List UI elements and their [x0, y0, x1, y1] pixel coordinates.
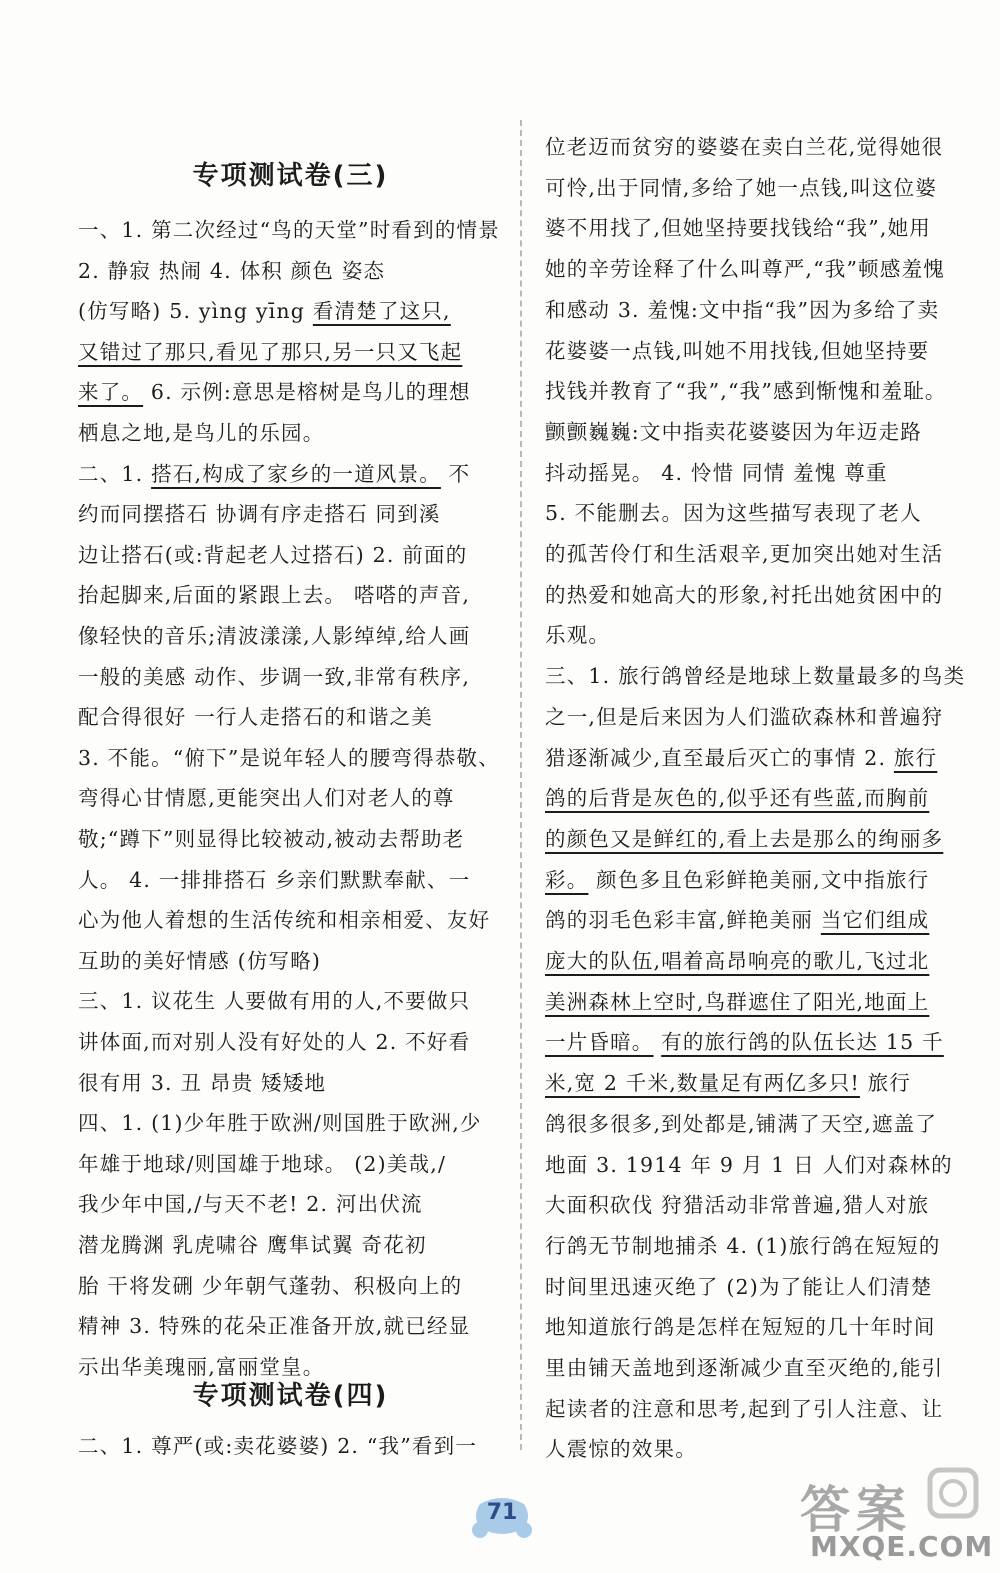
text-run: 栖息之地,是鸟儿的乐园。: [78, 421, 325, 445]
text-run: 抬起脚来,后面的紧跟上去。 嗒嗒的声音,: [78, 583, 471, 608]
right-answer-line: [545, 1069, 911, 1097]
text-run: 的热爱和她高大的形象,衬托出她贫困中的: [545, 582, 944, 607]
text-run: 敬;“蹲下”则显得比较被动,被动去帮助老: [78, 827, 465, 851]
left-answer-line: [78, 1231, 427, 1259]
left-answer-line: [78, 338, 462, 366]
text-run: 位老迈而贫穷的婆婆在卖白兰花,觉得她很: [545, 135, 944, 159]
text-run: 潜龙腾渊 乳虎啸谷 鹰隼试翼 奇花初: [78, 1233, 427, 1257]
text-run: 四、1. (1)少年胜于欧洲/则国胜于欧洲,少: [78, 1111, 482, 1136]
right-answer-line: [545, 337, 929, 365]
right-answer-line: [545, 214, 931, 242]
right-answer-line: [545, 1151, 953, 1179]
text-run: 鸽的羽毛色彩丰富,鲜艳美丽: [545, 908, 821, 933]
text-run: 互助的美好情感 (仿写略): [78, 948, 322, 973]
text-run: 一般的美感 动作、步调一致,非常有秩序,: [78, 664, 471, 689]
text-run: 里由铺天盖地到逐渐减少直至灭绝的,能引: [545, 1356, 944, 1380]
left-answer-line: [78, 541, 467, 569]
underlined-text: 又错过了那只,看见了那只,另一只又飞起: [78, 339, 463, 364]
underlined-text: 鸽的后背是灰色的,似乎还有些蓝,而胸前: [545, 786, 930, 811]
right-answer-line: [545, 784, 929, 812]
underlined-text: 美洲森林上空时,鸟群遮住了阳光,地面上: [545, 989, 930, 1014]
watermark-text: MXQE.COM: [810, 1530, 994, 1563]
text-run: 3. 不能。“俯下”是说年轻人的腰弯得恭敬、: [78, 745, 500, 770]
left-answer-line: [78, 784, 455, 812]
right-answer-line: [545, 174, 937, 202]
text-run: (仿写略) 5. yìng yīng: [78, 299, 313, 324]
left-answer-line: [78, 622, 470, 650]
right-answer-line: [545, 1354, 943, 1382]
right-answer-line: [545, 540, 943, 568]
text-run: 三、1. 议花生 人要做有用的人,不要做只: [78, 989, 471, 1014]
right-answer-line: [545, 825, 943, 853]
left-answer-line: [78, 703, 433, 731]
left-answer-line: [78, 419, 324, 447]
right-answer-line: [545, 1273, 933, 1301]
text-run: 的孤苦伶仃和生活艰辛,更加突出她对生活: [545, 542, 944, 566]
text-run: 之一,但是后来因为人们滥砍森林和普遍狩: [545, 704, 944, 729]
underlined-text: 一片昏暗。: [545, 1030, 654, 1055]
right-answer-line: [545, 581, 943, 609]
text-run: 讲体面,而对别人没有好处的人 2. 不好看: [78, 1030, 471, 1054]
text-run: 可怜,出于同情,多给了她一点钱,叫这位婆: [545, 175, 938, 200]
text-run: 配合得很好 一行人走搭石的和谐之美: [78, 705, 433, 730]
right-answer-line: [545, 744, 937, 772]
underlined-text: 来了。: [78, 380, 144, 405]
right-answer-line: [545, 255, 945, 283]
right-answer-line: [545, 296, 939, 324]
text-run: 心为他人着想的生活传统和相亲相爱、友好: [78, 908, 491, 933]
text-run: 和感动 3. 羞愧:文中指“我”因为多给了卖: [545, 297, 940, 322]
text-run: 大面积砍伐 狩猎活动非常普遍,猎人对旅: [545, 1193, 930, 1218]
right-answer-line: [545, 988, 929, 1016]
underlined-text: 当它们组成: [820, 908, 930, 933]
text-run: 边让搭石(或:背起老人过搭石) 2. 前面的: [78, 542, 468, 567]
left-answer-line: [78, 906, 490, 934]
text-run: 颤颤巍巍:文中指卖花婆婆因为年迈走路: [545, 419, 923, 444]
text-run: 胎 干将发硎 少年朝气蓬勃、积极向上的: [78, 1273, 463, 1298]
text-run: 乐观。: [545, 623, 611, 648]
right-answer-line: [545, 1395, 943, 1423]
right-answer-line: [545, 703, 943, 731]
underlined-text: 彩。: [545, 867, 589, 892]
underlined-text: 米,宽 2 千米,数量足有两亿多只!: [545, 1071, 860, 1096]
left-answer-line: [78, 1150, 446, 1178]
right-answer-line: [545, 906, 929, 934]
right-answer-line: [545, 947, 929, 975]
text-run: 很有用 3. 丑 昂贵 矮矮地: [78, 1070, 327, 1095]
text-run: 人。 4. 一排排搭石 乡亲们默默奉献、一: [78, 867, 471, 892]
text-run: 起读者的注意和思考,起到了引人注意、让: [545, 1396, 944, 1421]
text-run: 旅行: [859, 1071, 912, 1096]
left-answer-line: [78, 297, 451, 325]
text-run: 她的辛劳诠释了什么叫尊严,“我”顿感羞愧: [545, 257, 945, 282]
text-run: 找钱并教育了“我”,“我”感到惭愧和羞耻。: [545, 379, 947, 404]
text-run: 时间里迅速灭绝了 (2)为了能让人们清楚: [545, 1274, 933, 1299]
page-number: 71: [486, 1500, 518, 1525]
right-answer-line: [545, 377, 947, 405]
text-run: 像轻快的音乐;清波漾漾,人影绰绰,给人画: [78, 624, 471, 648]
text-run: 地面 3. 1914 年 9 月 1 日 人们对森林的: [545, 1152, 953, 1177]
text-run: 三、1. 旅行鸽曾经是地球上数量最多的鸟类: [545, 664, 966, 689]
left-answer-line: [78, 1190, 423, 1218]
right-answer-line: [545, 418, 922, 446]
text-run: 约而同摆搭石 协调有序走搭石 同到溪: [78, 502, 441, 527]
watermark-chars: 答案: [800, 1481, 912, 1539]
text-run: 鸽很多很多,到处都是,铺满了天空,遮盖了: [545, 1111, 938, 1136]
text-run: 二、1.: [78, 461, 152, 486]
left-answer-line: [78, 1069, 326, 1097]
text-run: 5. 不能删去。因为这些描写表现了老人: [545, 501, 922, 526]
left-answer-line: [78, 866, 470, 894]
text-run: 一、1. 第二次经过“鸟的天堂”时看到的情景: [78, 218, 500, 242]
left-answer-line: [78, 744, 500, 772]
underlined-text: 的颜色又是鲜红的,看上去是那么的绚丽多: [545, 826, 944, 851]
text-run: 弯得心甘情愿,更能突出人们对老人的尊: [78, 786, 455, 811]
left-answer-line: [78, 987, 470, 1015]
right-answer-line: [545, 459, 888, 487]
underlined-text: 搭石,构成了家乡的一道风景。: [151, 461, 441, 486]
left-answer-line: [78, 581, 470, 609]
right-answer-line: [545, 1435, 697, 1463]
left-answer-line: [78, 1109, 482, 1137]
left-answer-line: [78, 257, 385, 285]
right-answer-line: [545, 133, 943, 161]
left-answer-line: [78, 216, 500, 244]
text-run: 精神 3. 特殊的花朵正准备开放,就已经显: [78, 1314, 471, 1339]
left-answer-line: [78, 460, 470, 488]
left-answer-line: [78, 1272, 462, 1300]
column-divider: [520, 120, 522, 1450]
right-answer-line: [545, 1313, 936, 1341]
underlined-text: 有的旅行鸽的队伍长达 15 千: [661, 1030, 944, 1055]
section-title-3: 专项测试卷(三): [192, 161, 389, 191]
left-last-line: 二、1. 尊严(或:卖花婆婆) 2. “我”看到一: [78, 1434, 478, 1458]
text-run: 示出华美瑰丽,富丽堂皇。: [78, 1354, 325, 1379]
text-run: 年雄于地球/则国雄于地球。 (2)美哉,/: [78, 1151, 447, 1176]
right-answer-line: [545, 866, 929, 894]
text-run: 抖动摇晃。 4. 怜惜 同情 羞愧 尊重: [545, 460, 888, 485]
left-answer-line: [78, 500, 441, 528]
text-run: 行鸽无节制地捕杀 4. (1)旅行鸽在短短的: [545, 1233, 941, 1258]
right-answer-line: [545, 662, 965, 690]
underlined-text: 看清楚了这只,: [312, 299, 451, 324]
text-run: 颜色多且色彩鲜艳美丽,文中指旅行: [588, 867, 930, 892]
right-answer-line: [545, 621, 610, 649]
underlined-text: 庞大的队伍,唱着高昂响亮的歌儿,飞过北: [545, 949, 930, 973]
text-run: 6. 示例:意思是榕树是鸟儿的理想: [143, 380, 471, 405]
section-title-4: 专项测试卷(四): [192, 1381, 389, 1411]
text-run: 猎逐渐减少,直至最后灭亡的事情 2.: [545, 745, 894, 770]
right-answer-line: [545, 499, 922, 527]
text-run: 我少年中国,/与天不老! 2. 河出伏流: [78, 1192, 423, 1217]
right-answer-line: [545, 1110, 937, 1138]
text-run: 不: [440, 461, 471, 486]
left-answer-line: [78, 378, 471, 406]
right-answer-line: [545, 1232, 941, 1260]
text-run: 2. 静寂 热闹 4. 体积 颜色 姿态: [78, 258, 386, 283]
text-run: 婆不用找了,但她坚持要找钱给“我”,她用: [545, 216, 931, 241]
text-run: 地知道旅行鸽是怎样在短短的几十年时间: [545, 1315, 936, 1340]
left-answer-line: [78, 663, 470, 691]
left-answer-line: [78, 947, 321, 975]
underlined-text: 旅行: [893, 745, 938, 770]
right-answer-line: [545, 1028, 944, 1056]
text-run: 花婆婆一点钱,叫她不用找钱,但她坚持要: [545, 338, 930, 363]
left-answer-line: [78, 825, 464, 853]
left-answer-line: [78, 1312, 470, 1340]
left-answer-line: [78, 1028, 470, 1056]
right-answer-line: [545, 1191, 929, 1219]
text-run: 人震惊的效果。: [545, 1437, 697, 1462]
